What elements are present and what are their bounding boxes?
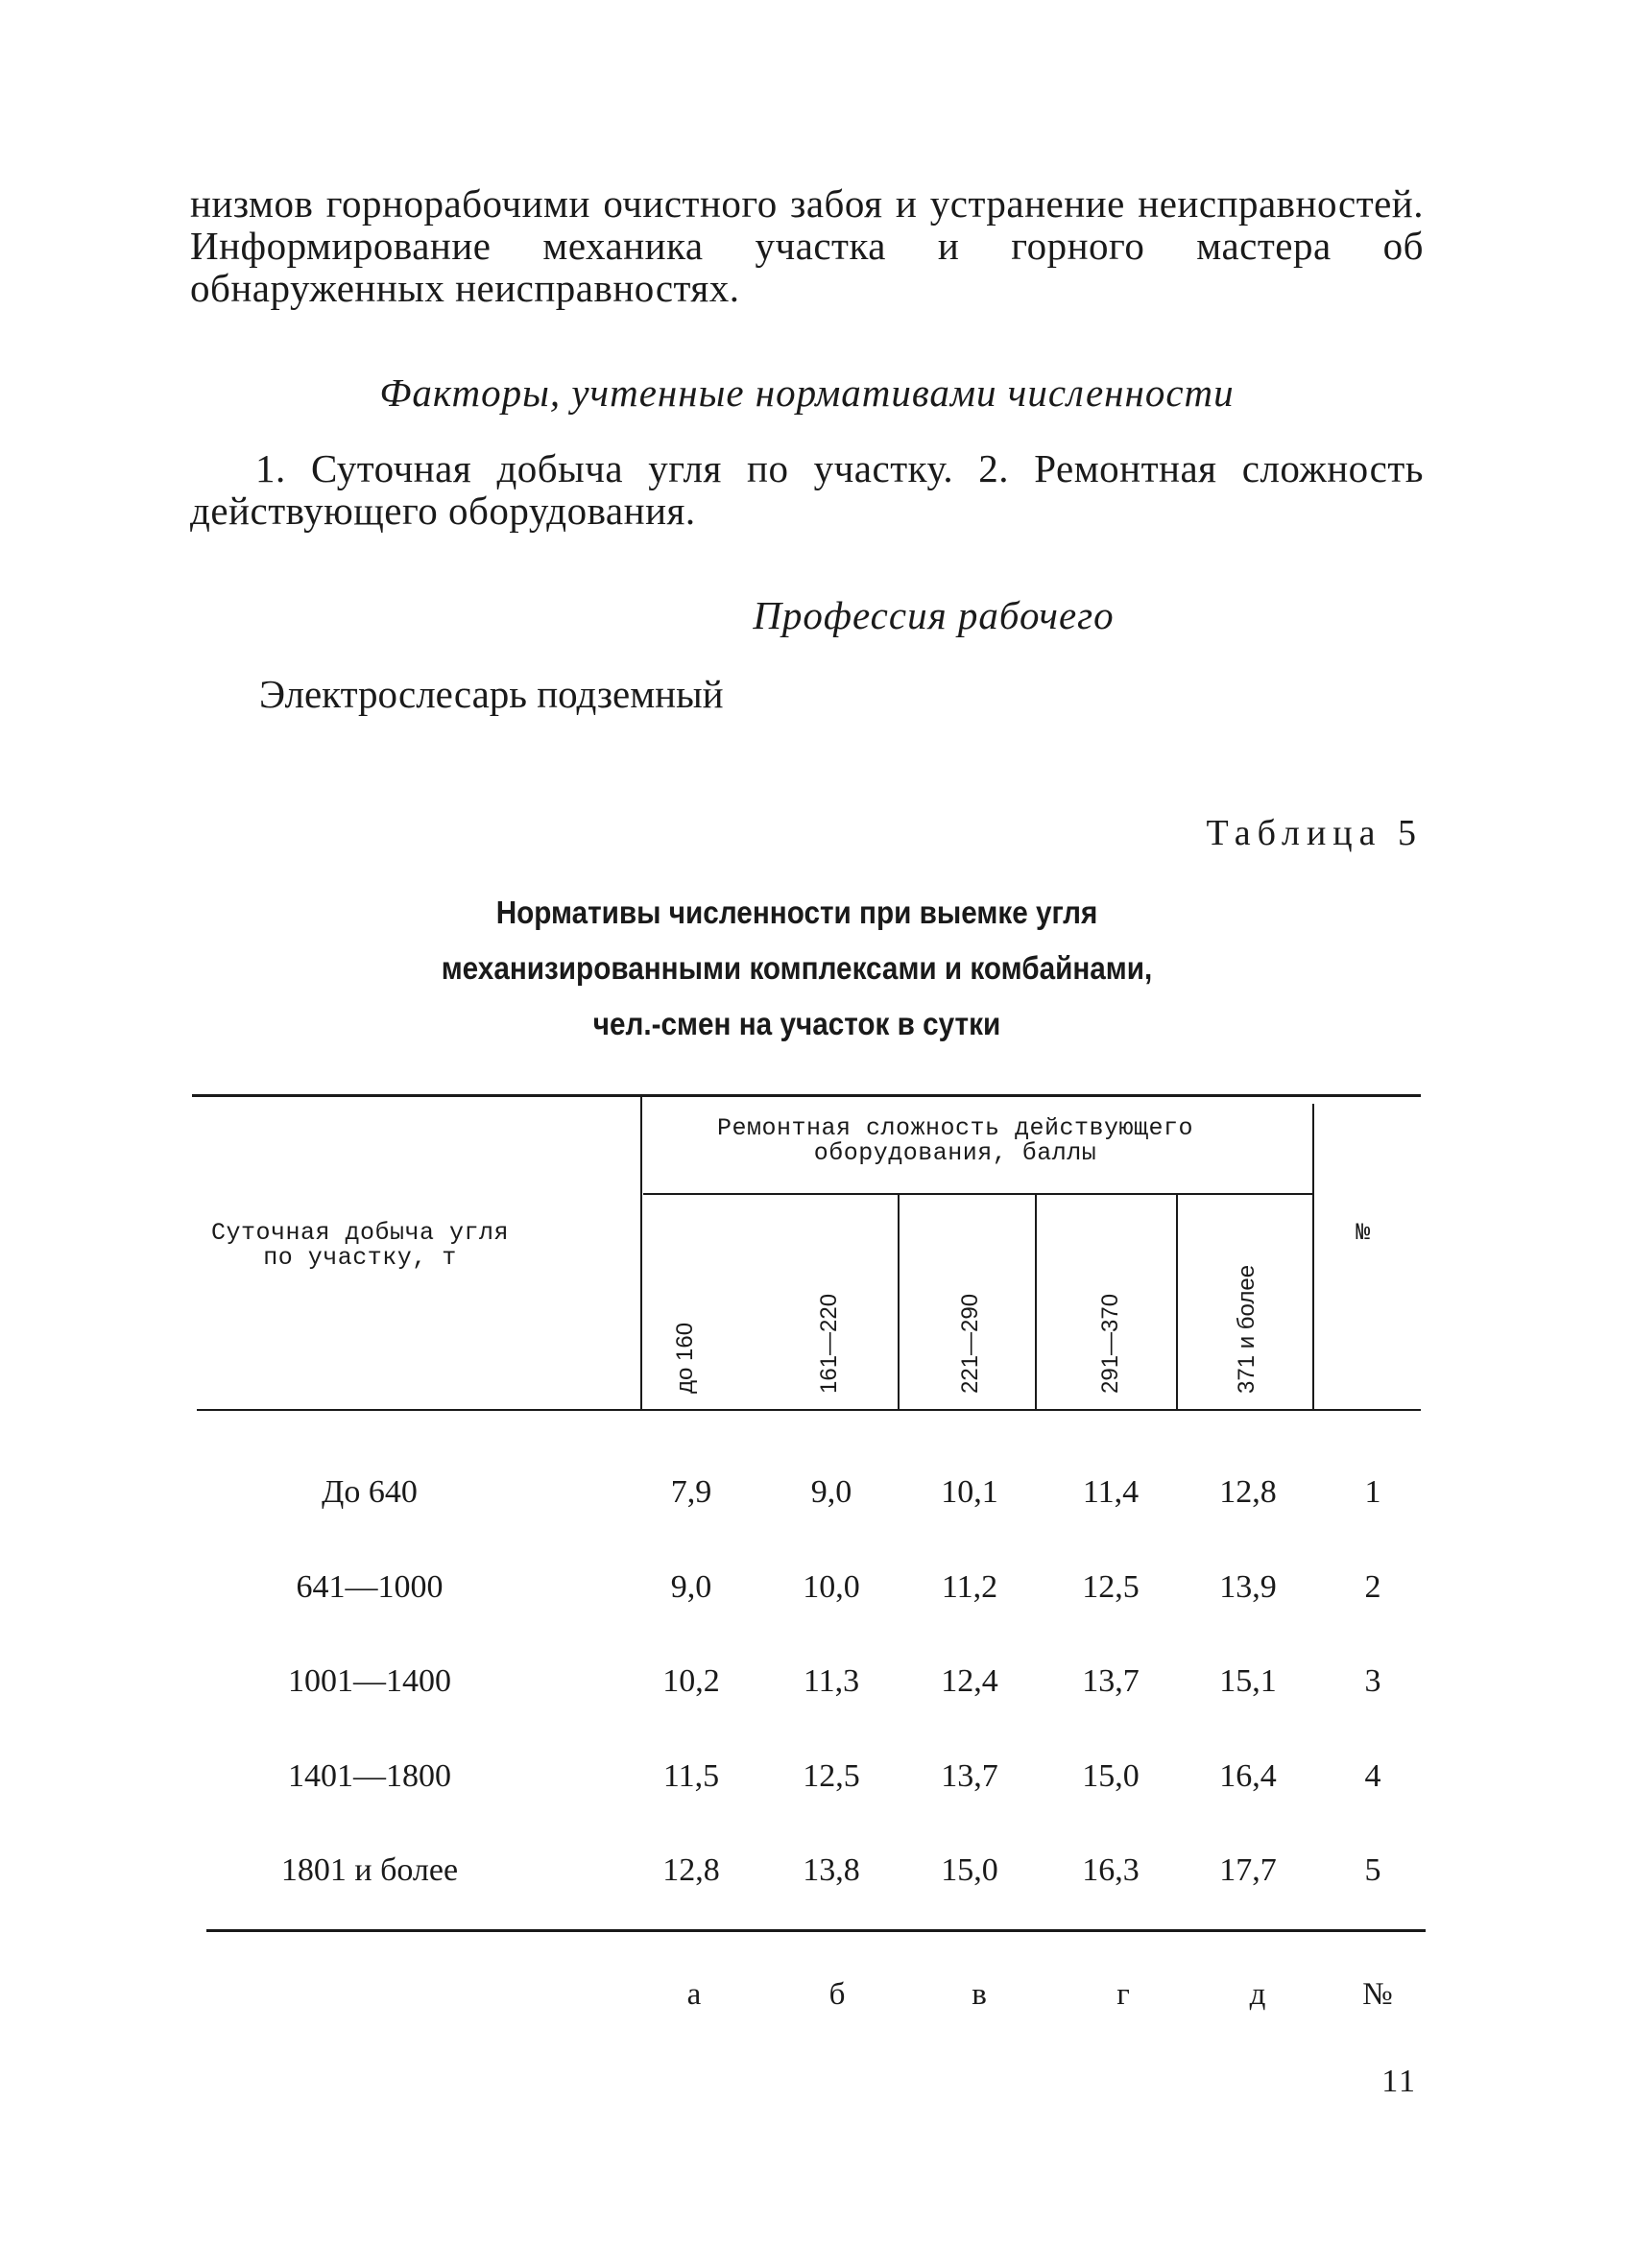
table-cell: 13,9 <box>1219 1569 1277 1605</box>
table-cell: 13,7 <box>1082 1663 1140 1699</box>
table-title <box>365 885 1229 1052</box>
table-cell: 10,2 <box>662 1663 720 1699</box>
table-cell: 16,4 <box>1219 1758 1277 1794</box>
column-letter: в <box>972 1977 987 2012</box>
table-cell: 15,0 <box>941 1852 998 1888</box>
group-header: Ремонтная сложность действующего оборудования, баллы <box>716 1114 1194 1167</box>
column-letter: б <box>828 1977 846 2012</box>
intro-paragraph: низмов горнорабочими очистного забоя и устранение неисправностей. Информирование механика участка и горного мастера об обнаруженных неисправностях. <box>190 181 1424 310</box>
table-top-rule <box>192 1094 1421 1097</box>
factors-heading: Факторы, учтенные нормативами численности <box>379 370 1235 415</box>
header-vrule <box>640 1097 642 1409</box>
header-vrule <box>898 1195 900 1409</box>
table-cell: 11,2 <box>941 1569 998 1605</box>
row-label: 641—1000 <box>296 1569 444 1605</box>
profession-name: Электрослесарь подземный <box>259 672 724 716</box>
column-letter-number: № <box>1362 1977 1393 2012</box>
header-vrule <box>1035 1195 1037 1409</box>
table-cell: 12,8 <box>1219 1474 1277 1510</box>
row-number: 2 <box>1364 1569 1381 1605</box>
table-cell: 7,9 <box>670 1474 712 1510</box>
header-vrule <box>1176 1195 1178 1409</box>
column-header: 221—290 <box>957 1293 983 1394</box>
header-vrule <box>1312 1104 1314 1409</box>
factors-paragraph: 1. Суточная добыча угля по участку. 2. Ремонтная сложность действующего оборудования. <box>190 446 1424 533</box>
table-cell: 9,0 <box>810 1474 852 1510</box>
table-bottom-rule <box>206 1929 1426 1932</box>
table-cell: 12,5 <box>1082 1569 1140 1605</box>
table-cell: 13,7 <box>941 1758 998 1794</box>
table-cell: 15,0 <box>1082 1758 1140 1794</box>
column-header: 371 и более <box>1234 1264 1260 1394</box>
table-cell: 11,3 <box>803 1663 860 1699</box>
column-letter: г <box>1116 1977 1130 2012</box>
row-number: 5 <box>1364 1852 1381 1888</box>
row-header: Суточная добыча угля по участку, т <box>210 1219 510 1272</box>
table-cell: 11,5 <box>662 1758 720 1794</box>
table-cell: 15,1 <box>1219 1663 1277 1699</box>
table-title-line: Нормативы численности при выемке угля <box>495 895 1098 930</box>
table-cell: 17,7 <box>1219 1852 1277 1888</box>
row-label: До 640 <box>322 1474 418 1510</box>
table-title-line: чел.-смен на участок в сутки <box>592 1006 1001 1041</box>
table-number: Таблица 5 <box>1206 813 1423 853</box>
table-cell: 13,8 <box>803 1852 860 1888</box>
table-cell: 12,5 <box>803 1758 860 1794</box>
page-number: 11 <box>1381 2064 1417 2099</box>
column-header: 161—220 <box>816 1293 842 1394</box>
table-cell: 9,0 <box>670 1569 712 1605</box>
profession-heading: Профессия рабочего <box>753 593 1115 637</box>
table-cell: 12,8 <box>662 1852 720 1888</box>
group-header-rule <box>643 1193 1312 1195</box>
column-header: 291—370 <box>1097 1293 1123 1394</box>
table-header-bottom-rule <box>197 1409 1421 1411</box>
table-cell: 12,4 <box>941 1663 998 1699</box>
table-title-line: механизированными комплексами и комбайнами, <box>441 950 1153 986</box>
row-number: 4 <box>1364 1758 1381 1794</box>
row-number: 3 <box>1364 1663 1381 1699</box>
row-label: 1401—1800 <box>288 1758 451 1794</box>
number-header: № <box>1356 1219 1371 1247</box>
column-header: до 160 <box>672 1322 698 1394</box>
table-cell: 16,3 <box>1082 1852 1140 1888</box>
table-cell: 10,0 <box>803 1569 860 1605</box>
row-label: 1001—1400 <box>288 1663 451 1699</box>
column-letter: а <box>686 1977 702 2012</box>
table-cell: 11,4 <box>1082 1474 1140 1510</box>
column-letter: д <box>1249 1977 1266 2012</box>
table-cell: 10,1 <box>941 1474 998 1510</box>
row-number: 1 <box>1364 1474 1381 1510</box>
row-label: 1801 и более <box>280 1852 459 1888</box>
